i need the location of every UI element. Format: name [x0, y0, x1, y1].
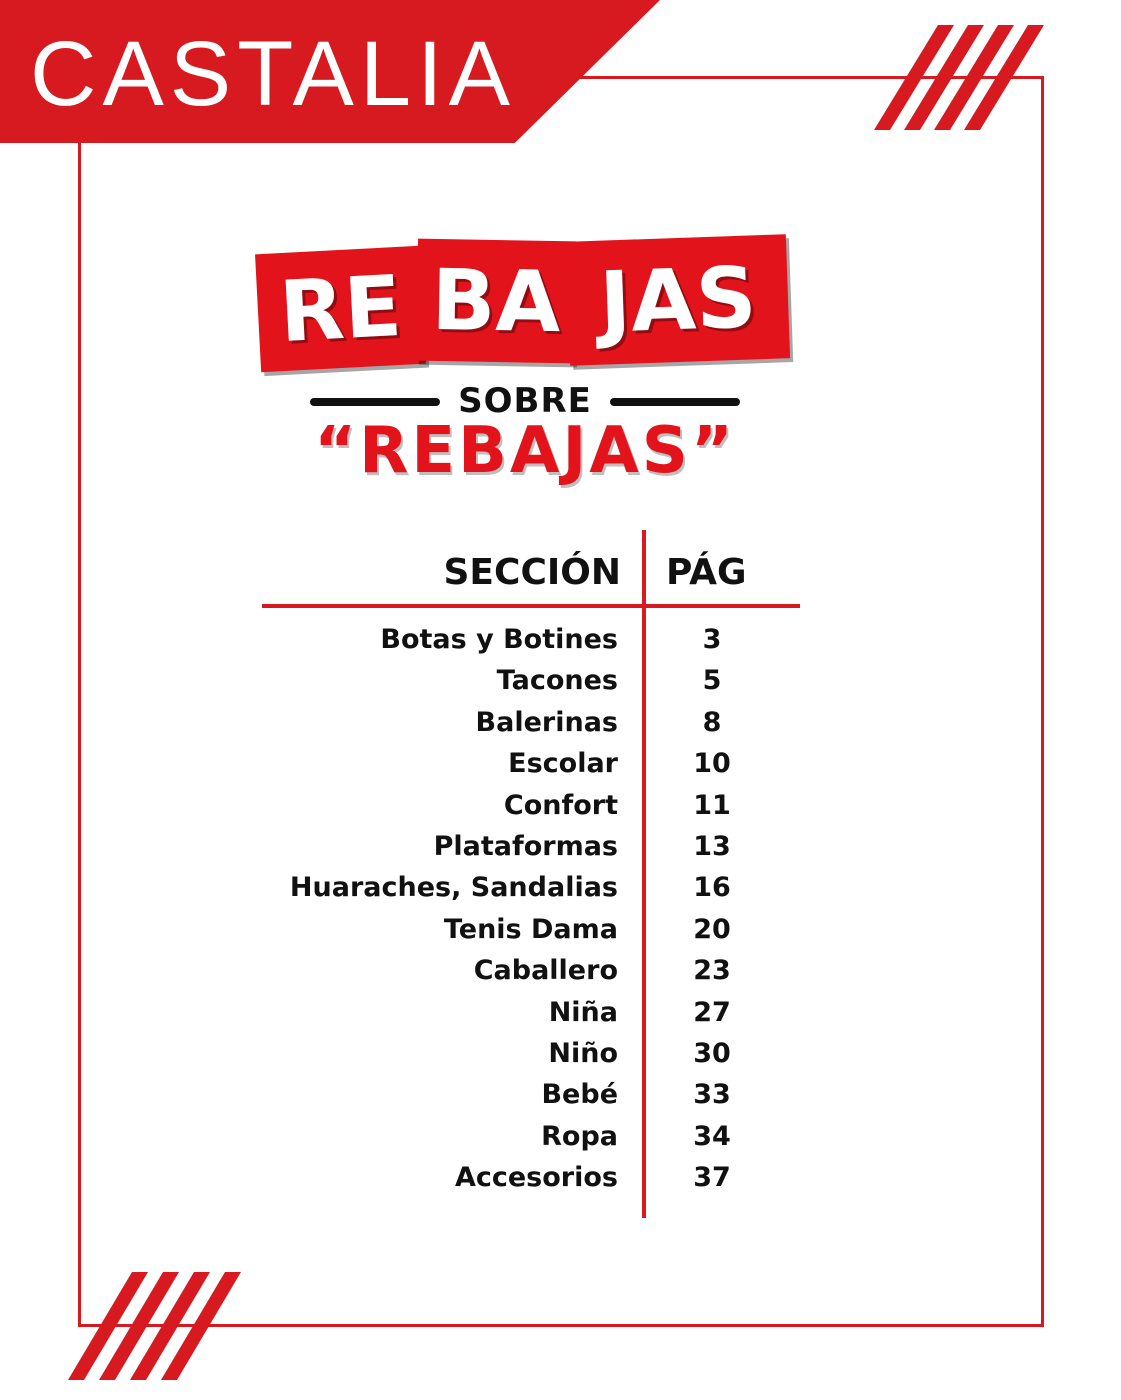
headline-box-1: RE [255, 246, 426, 372]
table-row [0, 953, 1121, 994]
table-row [0, 622, 1121, 663]
connector-text: SOBRE [458, 381, 592, 421]
page-number: 16 [693, 872, 731, 904]
headline-box-3: JAS [566, 234, 790, 366]
page-number: 34 [693, 1120, 731, 1152]
section-name: Botas y Botines [380, 624, 618, 655]
page-number: 8 [702, 706, 722, 738]
table-row [0, 746, 1121, 787]
section-name: Tenis Dama [443, 913, 618, 945]
page-number: 30 [693, 1037, 731, 1069]
page-number: 13 [693, 830, 731, 862]
section-name: Huaraches, Sandalias [289, 872, 618, 904]
section-name: Confort [503, 789, 618, 821]
page-number: 20 [693, 913, 731, 945]
table-row [0, 1119, 1121, 1160]
table-row [0, 663, 1121, 704]
connector-line-right [610, 398, 740, 406]
section-name: Caballero [473, 955, 618, 987]
quoted-rebajas: “REBAJAS” [314, 414, 736, 488]
stripes-decoration-bottom [60, 1270, 245, 1385]
page-number: 10 [693, 748, 731, 780]
page-number: 3 [702, 624, 722, 655]
table-row [0, 995, 1121, 1036]
stripes-decoration-top [868, 20, 1048, 135]
page-number: 23 [693, 955, 731, 987]
section-name: Bebé [541, 1079, 618, 1111]
brand-logo: CASTALIA [30, 23, 516, 125]
section-name: Tacones [496, 665, 618, 697]
table-row [0, 829, 1121, 870]
page-number: 27 [693, 996, 731, 1028]
table-row [0, 705, 1121, 746]
section-name: Escolar [508, 748, 618, 780]
table-row [0, 912, 1121, 953]
page-number: 33 [693, 1079, 731, 1111]
table-row [0, 788, 1121, 829]
section-name: Niño [548, 1037, 618, 1069]
section-name: Ropa [541, 1120, 618, 1152]
page-number: 37 [693, 1162, 731, 1194]
section-name: Accesorios [454, 1162, 618, 1194]
page-number: 11 [693, 789, 731, 821]
section-name: Plataformas [433, 830, 618, 862]
section-name: Niña [548, 996, 618, 1028]
table-row [0, 1077, 1121, 1118]
table-row [0, 1160, 1121, 1201]
header-section: SECCIÓN [443, 552, 621, 593]
table-row [0, 1036, 1121, 1077]
table-row [0, 870, 1121, 911]
header-page: PÁG [666, 552, 747, 593]
headline-box-2: BA [416, 239, 576, 364]
page-number: 5 [702, 665, 722, 697]
table-header-divider [262, 604, 800, 608]
index-table [0, 622, 1121, 1201]
rebajas-headline [255, 228, 795, 498]
section-name: Balerinas [475, 706, 618, 738]
